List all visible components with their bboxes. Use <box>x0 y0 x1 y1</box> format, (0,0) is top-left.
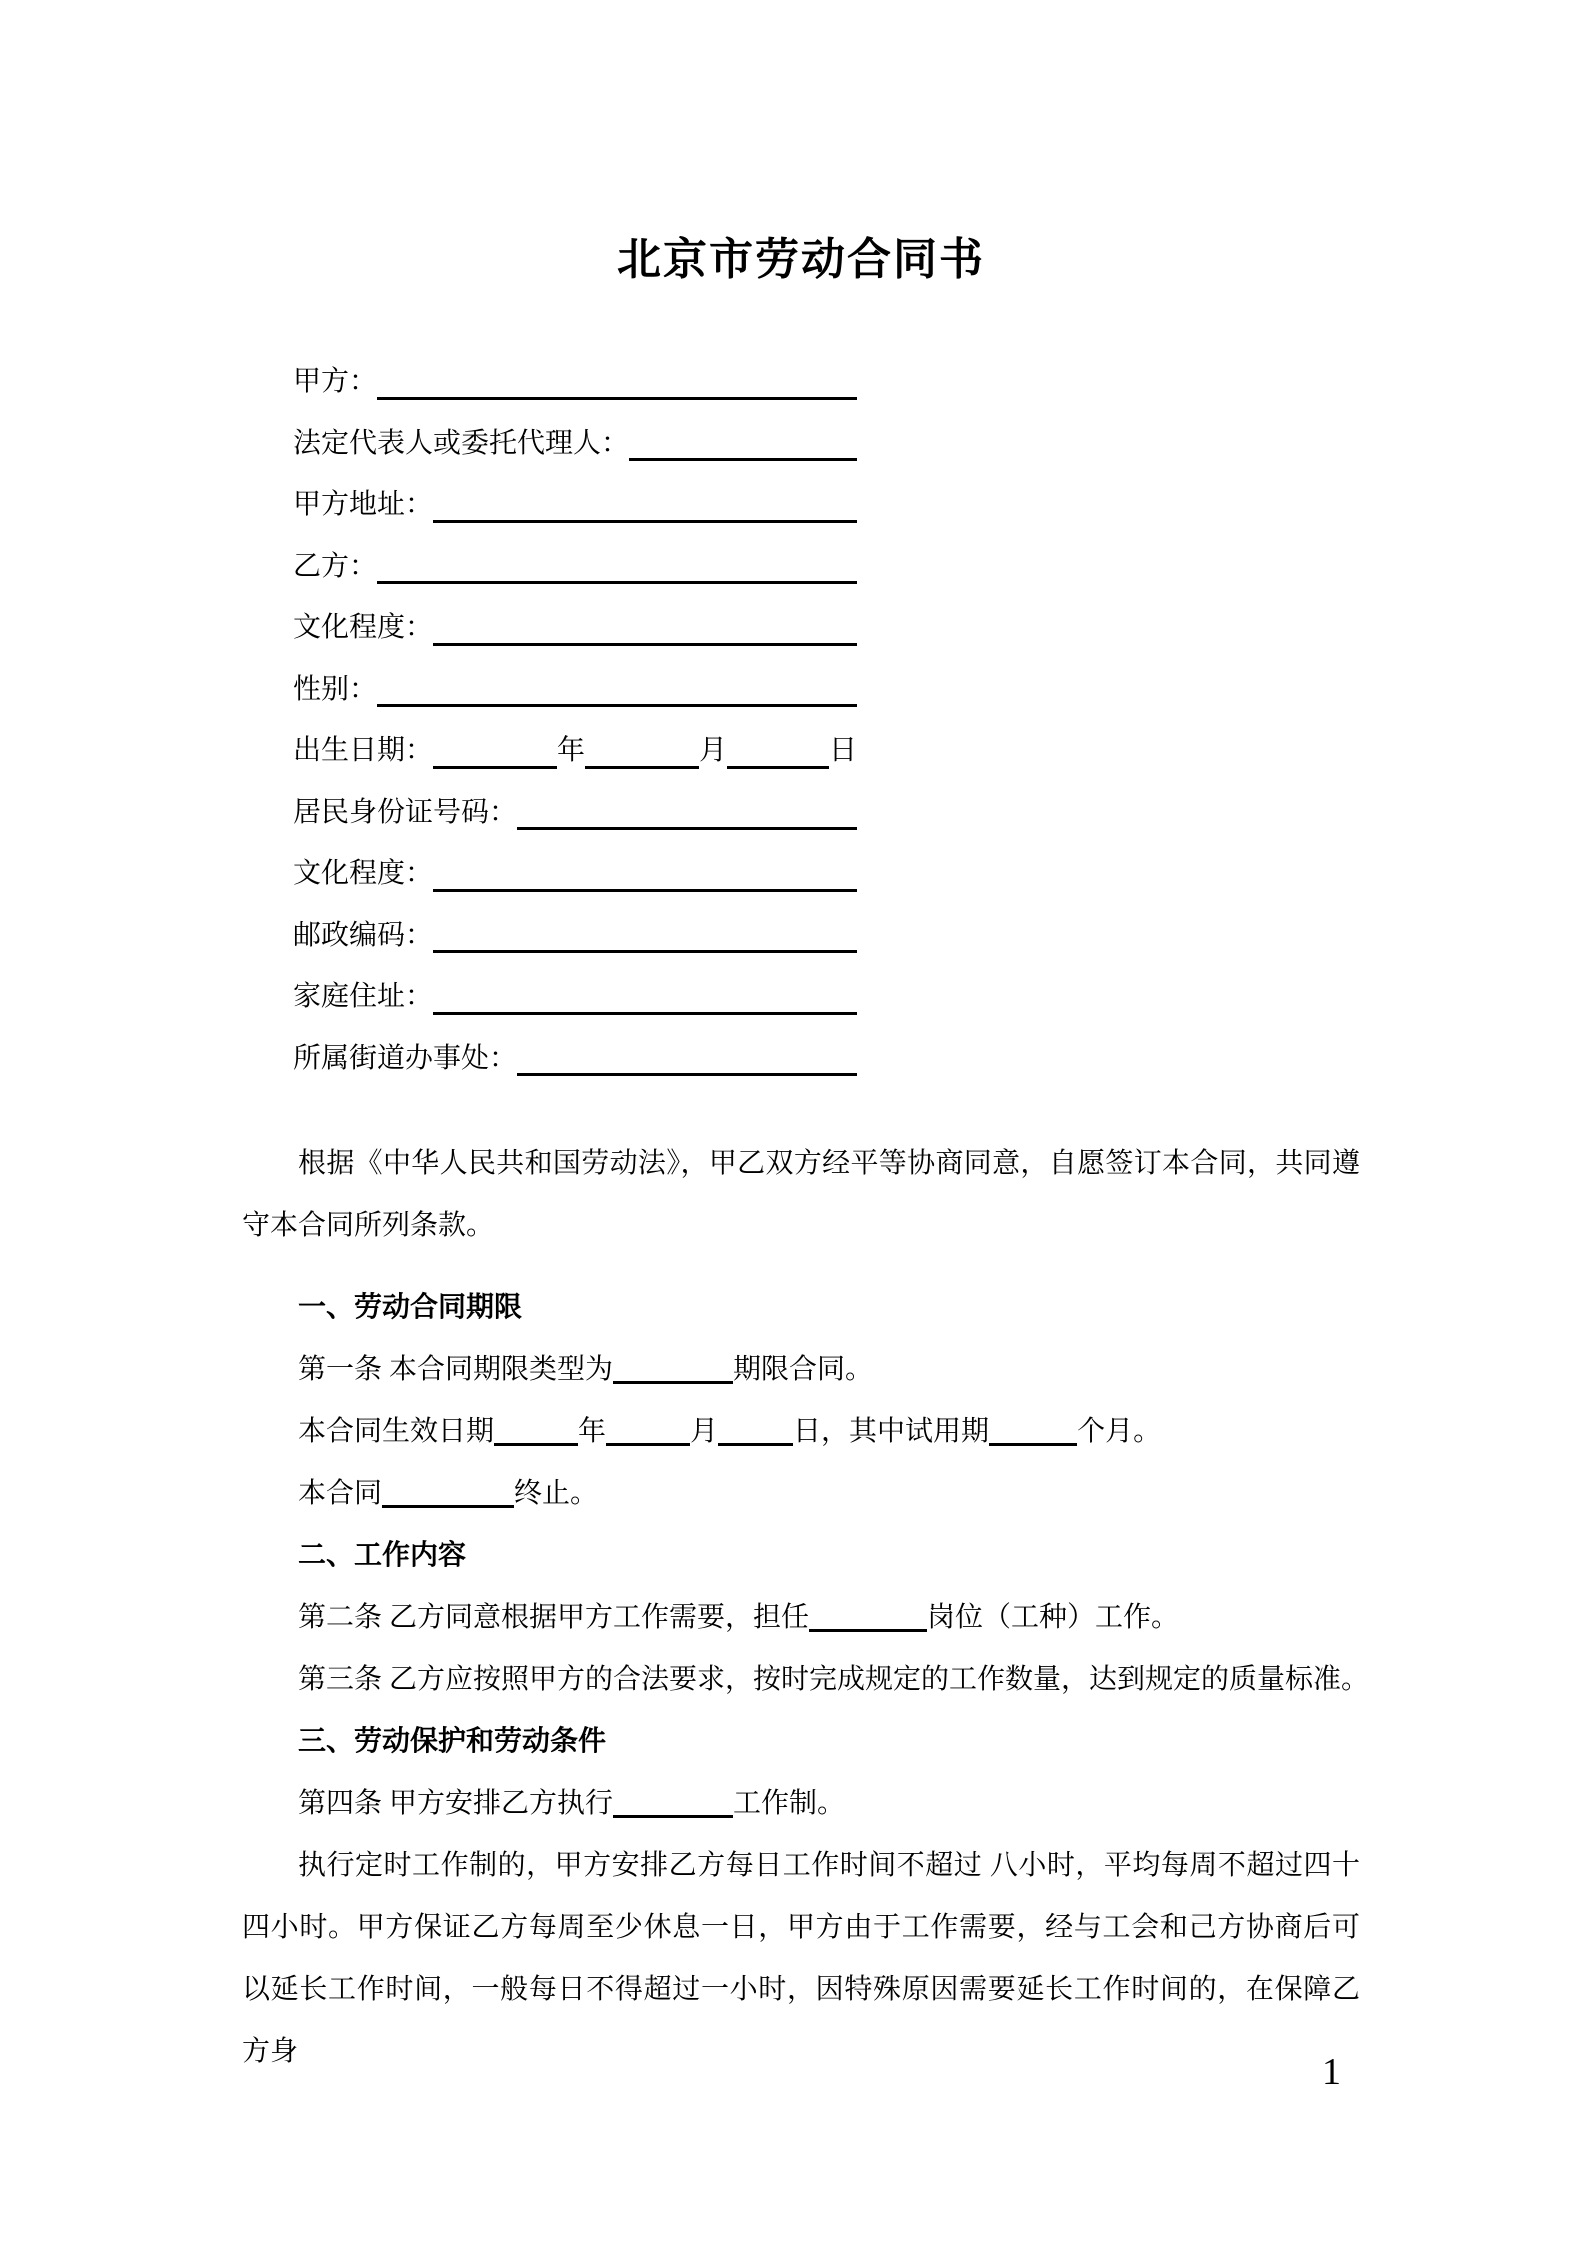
section-2-heading: 二、工作内容 <box>298 1540 467 1571</box>
field-home-address <box>293 966 857 1028</box>
article-1-text-end: 期限合同。 <box>733 1354 874 1385</box>
month-label: 月 <box>690 1416 719 1447</box>
field-label: 家庭住址： <box>293 981 434 1012</box>
article-4-text: 第四条 甲方安排乙方执行 <box>298 1788 614 1819</box>
field-education-level-2 <box>293 843 857 905</box>
fill-in-blank <box>433 888 857 892</box>
contract-content <box>242 0 1370 2083</box>
article-2-text-end: 岗位（工种）工作。 <box>927 1602 1180 1633</box>
field-label: 所属街道办事处： <box>293 1042 518 1074</box>
section-1-heading: 一、劳动合同期限 <box>298 1292 523 1323</box>
field-label: 文化程度： <box>293 858 434 889</box>
fill-in-blank <box>606 1417 690 1446</box>
field-label: 居民身份证号码： <box>293 796 518 828</box>
fill-in-blank <box>377 580 857 584</box>
article-2-text: 第二条 乙方同意根据甲方工作需要，担任 <box>298 1602 810 1633</box>
field-label: 乙方： <box>293 550 378 582</box>
fill-in-blank <box>809 1603 927 1632</box>
article-4 <box>242 1773 1360 1835</box>
article-4-text-end: 工作制。 <box>733 1788 846 1819</box>
termination-text: 本合同 <box>298 1478 383 1509</box>
field-label: 文化程度： <box>293 612 434 643</box>
field-label: 性别： <box>293 673 378 705</box>
fill-in-blank <box>433 765 557 769</box>
fill-in-blank <box>377 703 857 707</box>
field-education-level <box>293 597 857 659</box>
day-probation-text: 日，其中试用期 <box>793 1416 990 1447</box>
personal-info-fields <box>293 351 857 1089</box>
field-label: 法定代表人或委托代理人： <box>293 427 630 459</box>
fill-in-blank <box>494 1417 578 1446</box>
page-number: 1 <box>1322 2051 1341 2093</box>
fill-in-blank <box>613 1355 733 1384</box>
fill-in-blank <box>433 519 857 523</box>
fill-in-blank <box>613 1789 733 1818</box>
termination-line <box>242 1463 1360 1525</box>
fill-in-blank <box>433 1011 857 1015</box>
year-label: 年 <box>556 735 585 766</box>
field-postal-code <box>293 905 857 967</box>
article-2 <box>242 1587 1360 1649</box>
page-title: 北京市劳动合同书 <box>617 235 985 284</box>
article-3: 第三条 乙方应按照甲方的合法要求，按时完成规定的工作数量，达到规定的质量标准。 <box>298 1664 1370 1695</box>
effective-date-line <box>242 1401 1360 1463</box>
article-1-text: 第一条 本合同期限类型为 <box>298 1354 614 1385</box>
field-party-b <box>293 536 857 598</box>
field-birth-date <box>293 720 857 782</box>
fill-in-blank <box>517 826 857 830</box>
field-label: 出生日期： <box>293 735 434 766</box>
field-party-a <box>293 351 857 413</box>
effective-date-text: 本合同生效日期 <box>298 1416 495 1447</box>
fill-in-blank <box>585 765 699 769</box>
month-label: 月 <box>698 735 727 766</box>
fill-in-blank <box>433 642 857 646</box>
months-label: 个月。 <box>1077 1416 1162 1447</box>
field-label: 甲方： <box>293 366 378 397</box>
fill-in-blank <box>517 1072 857 1076</box>
field-label: 甲方地址： <box>293 489 434 520</box>
field-legal-representative <box>293 413 857 475</box>
field-label: 邮政编码： <box>293 919 434 951</box>
fill-in-blank <box>377 396 857 400</box>
section-3-heading: 三、劳动保护和劳动条件 <box>298 1726 607 1757</box>
article-1 <box>242 1339 1360 1401</box>
termination-text-end: 终止。 <box>514 1478 599 1509</box>
intro-paragraph: 根据《中华人民共和国劳动法》，甲乙双方经平等协商同意，自愿签订本合同，共同遵守本合同所列条款。 <box>242 1148 1360 1241</box>
field-id-number <box>293 782 857 844</box>
field-gender <box>293 659 857 721</box>
fill-in-blank <box>433 949 857 953</box>
fill-in-blank <box>727 765 829 769</box>
fill-in-blank <box>718 1417 793 1446</box>
field-subdistrict-office <box>293 1028 857 1090</box>
fill-in-blank <box>382 1479 514 1508</box>
fill-in-blank <box>989 1417 1077 1446</box>
year-label: 年 <box>578 1416 607 1447</box>
fill-in-blank <box>629 457 857 461</box>
field-party-a-address <box>293 474 857 536</box>
worktime-paragraph: 执行定时工作制的，甲方安排乙方每日工作时间不超过 八小时，平均每周不超过四十四小时。甲方保证乙方每周至少休息一日，甲方由于工作需要，经与工会和己方协商后可以延长工作时间，一般每日不得超过一小时，因特殊原因需要延长工作时间的，在保障乙方身 <box>242 1850 1360 2067</box>
day-label: 日 <box>828 735 857 766</box>
